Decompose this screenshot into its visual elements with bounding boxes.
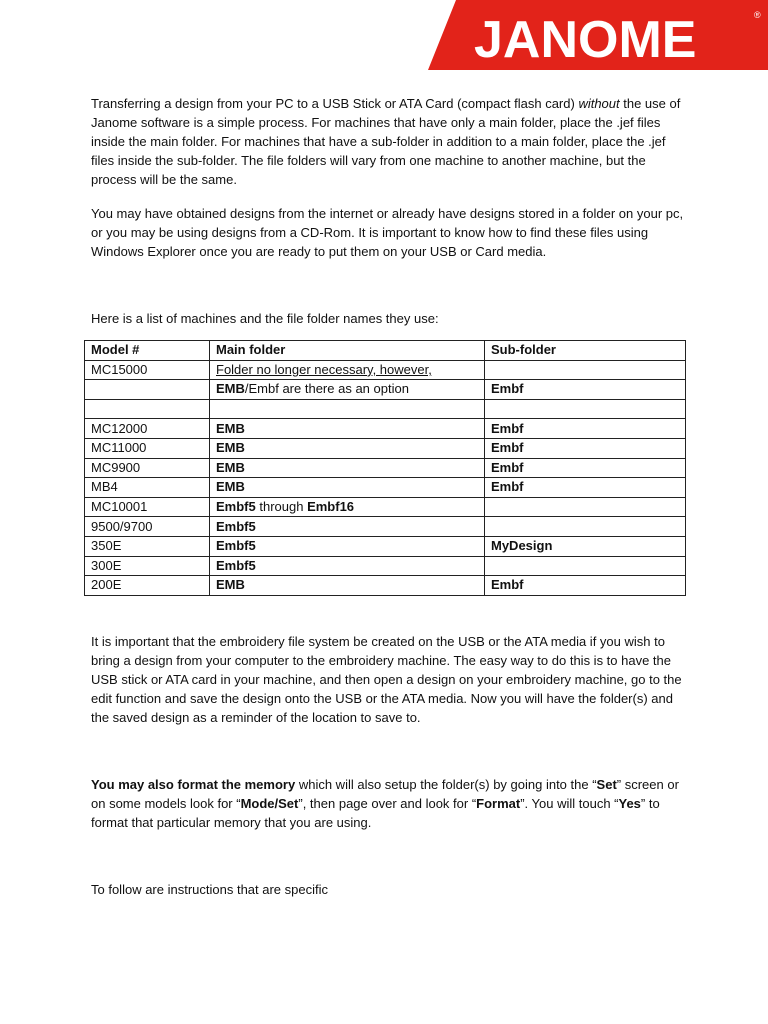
table-row: 9500/9700 Embf5 (85, 517, 686, 537)
paragraph-list-intro: Here is a list of machines and the file folder names they use: (91, 311, 439, 326)
header-main-folder: Main folder (210, 341, 485, 361)
table-row: MC12000 EMB Embf (85, 419, 686, 439)
header-model: Model # (85, 341, 210, 361)
table-row: MC11000 EMB Embf (85, 438, 686, 458)
table-row: 300E Embf5 (85, 556, 686, 576)
paragraph-format-memory: You may also format the memory which will also setup the folder(s) by going into the “Set” screen or on some models look for “Mode/Set”, then page over and look for “Format”. You will touch “Yes” to format that particular memory that you are using. (91, 776, 679, 830)
janome-logo (428, 0, 768, 70)
paragraph-intro: Transferring a design from your PC to a USB Stick or ATA Card (compact flash card) without the use of Janome software is a simple process. For machines that have only a main folder, place the .jef files inside the main folder. For machines that have a sub-folder in addition to a main folder, place the .jef files inside the sub-folder. The file folders will vary from one machine to another machine, but the process will be the same. (91, 96, 681, 187)
table-row: MC9900 EMB Embf (85, 458, 686, 478)
paragraph-file-system: It is important that the embroidery file system be created on the USB or the ATA media if you wish to bring a design from your computer to the embroidery machine. The easy way to do this is to have the USB stick or ATA card in your machine, and then open a design on your embroidery machine, go to the edit function and save the design onto the USB or the ATA media. Now you will have the folder(s) and the saved design as a reminder of the location to save to. (91, 633, 682, 725)
header-sub-folder: Sub-folder (485, 341, 686, 361)
table-row: 200E EMB Embf (85, 576, 686, 596)
registered-mark: ® (754, 10, 761, 20)
table-row: MC10001 Embf5 through Embf16 (85, 497, 686, 517)
table-row: MB4 EMB Embf (85, 478, 686, 498)
table-row (85, 399, 686, 419)
document-body (91, 94, 691, 899)
machine-folder-table (84, 340, 686, 596)
table-row: EMB/Embf are there as an option Embf (85, 380, 686, 400)
paragraph-sources: You may have obtained designs from the internet or already have designs stored in a folder on your pc, or you may be using designs from a CD-Rom. It is important to know how to find these files using Windows Explorer once you are ready to put them on your USB or Card media. (91, 206, 684, 259)
table-row: 350E Embf5 MyDesign (85, 536, 686, 556)
table-header-row (85, 341, 686, 361)
logo-wordmark: JANOME (474, 11, 697, 69)
table-row: MC15000 Folder no longer necessary, however, (85, 360, 686, 380)
paragraph-follow: To follow are instructions that are specific (91, 881, 328, 897)
